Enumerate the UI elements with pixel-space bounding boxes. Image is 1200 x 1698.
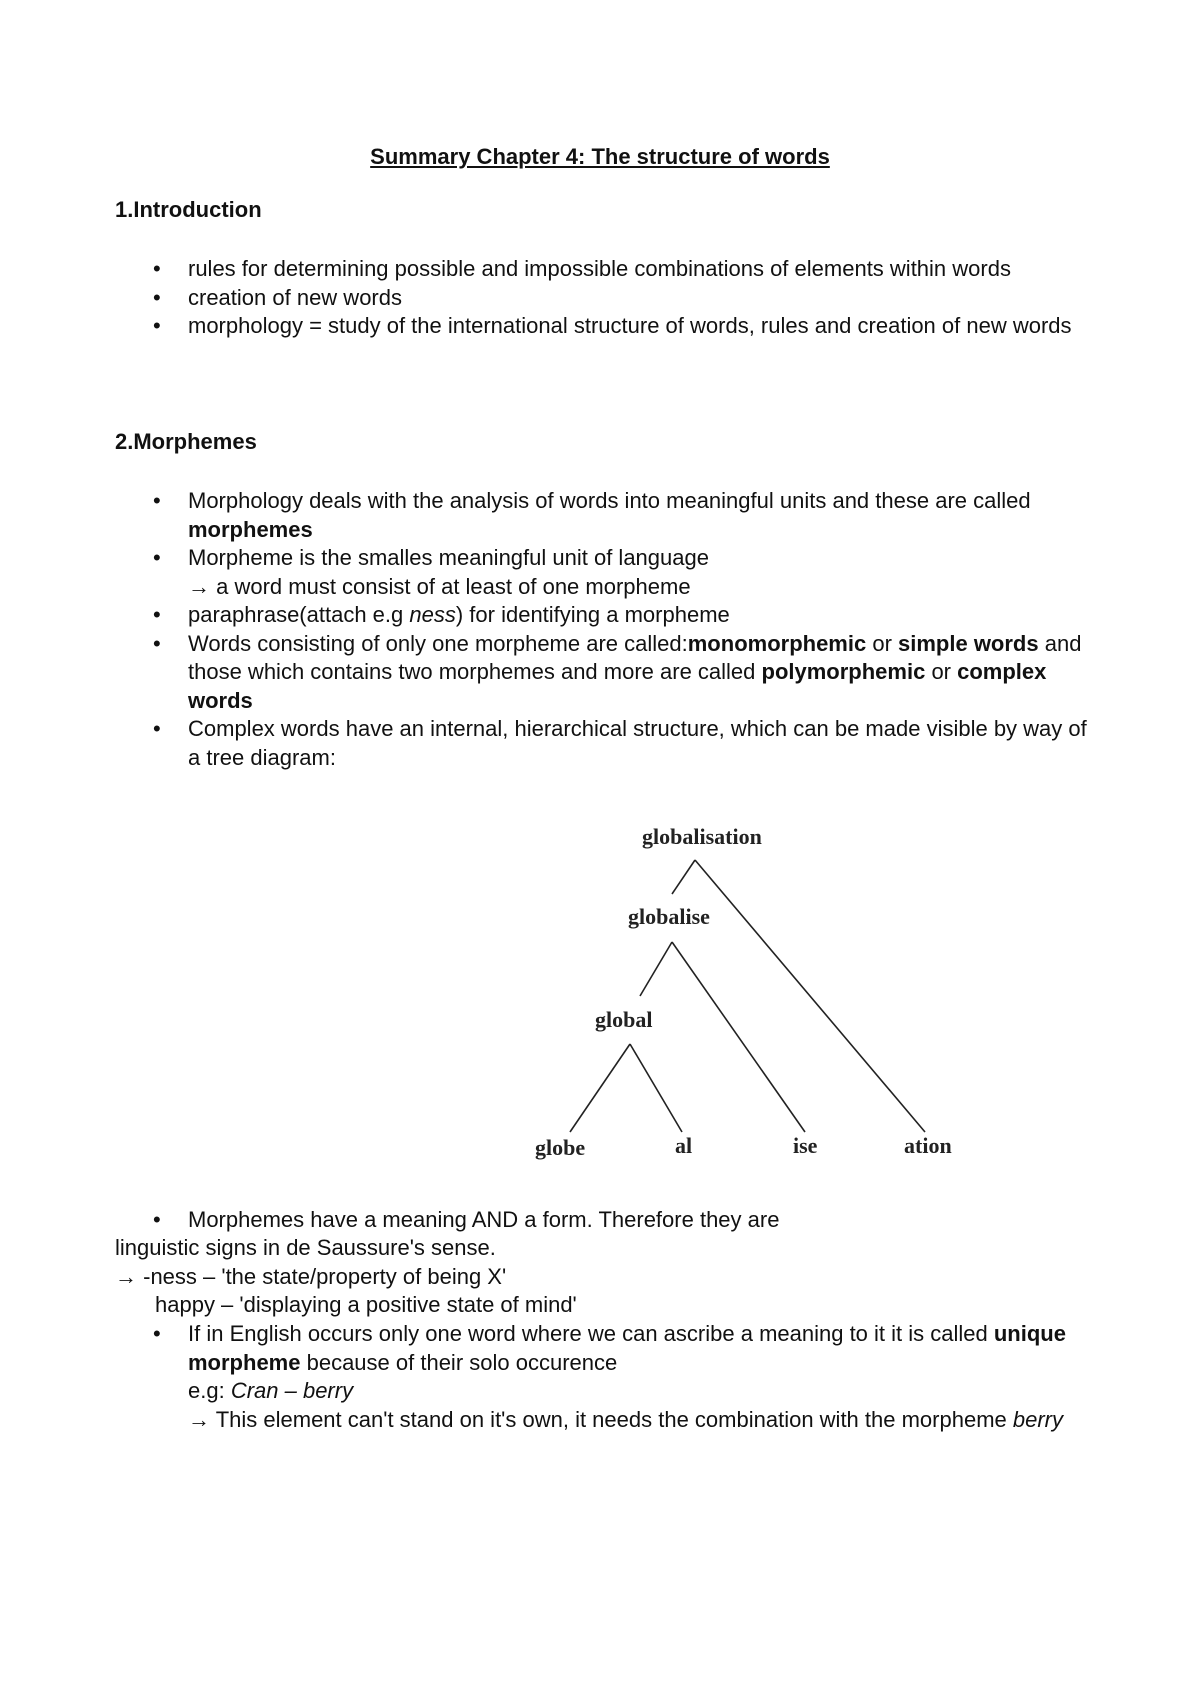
- bullet: •: [153, 630, 161, 656]
- list-item-text: ) for identifying a morpheme: [455, 602, 730, 627]
- introduction-list: [0, 255, 1098, 341]
- list-item: [0, 255, 1098, 284]
- list-item-text: → This element can't stand on it's own, it needs the combination with the morpheme: [188, 1406, 1013, 1432]
- list-item-text: or: [866, 630, 899, 656]
- list-item-text: Morpheme is the smalles meaningful unit of language: [188, 545, 709, 570]
- list-item: [0, 715, 1098, 772]
- morphology-tree-diagram: [520, 820, 980, 1180]
- list-item: [0, 284, 1098, 313]
- list-item: [0, 1320, 1098, 1434]
- bullet: •: [153, 1207, 161, 1232]
- tree-node-leaf-al: al: [675, 1133, 693, 1158]
- tree-node-root: globalisation: [642, 824, 762, 849]
- tree-edge: [672, 942, 805, 1132]
- list-item: [0, 312, 1098, 341]
- list-item-text: rules for determining possible and impossible combinations of elements within words: [188, 256, 1011, 281]
- list-item-text: e.g:: [188, 1378, 231, 1403]
- bullet: •: [153, 313, 161, 338]
- paragraph-line: happy – 'displaying a positive state of mind': [155, 1292, 577, 1317]
- list-item: [0, 630, 1098, 716]
- bullet: •: [153, 256, 161, 281]
- bullet: •: [153, 602, 161, 627]
- list-item-text: Complex words have an internal, hierarchical structure, which can be made visible by way of a tree diagram:: [188, 716, 1087, 770]
- list-item-text: Morphology deals with the analysis of words into meaningful units and these are called: [188, 488, 1031, 513]
- list-item-text: because of their solo occurence: [300, 1349, 618, 1375]
- list-item: [0, 601, 1098, 630]
- bold-term: simple words: [898, 630, 1039, 656]
- tree-node-level2: global: [595, 1007, 653, 1032]
- tree-node-leaf-globe: globe: [535, 1135, 586, 1160]
- unique-morpheme-list: [0, 1320, 1098, 1434]
- list-item-text: paraphrase(attach e.g: [188, 602, 410, 627]
- paragraph-line: linguistic signs in de Saussure's sense.: [115, 1235, 496, 1260]
- section-heading-morphemes: 2.Morphemes: [115, 429, 257, 454]
- list-item-text: creation of new words: [188, 284, 402, 310]
- list-item-text: If in English occurs only one word where we can ascribe a meaning to it it is called: [188, 1321, 994, 1346]
- bullet: •: [153, 488, 161, 513]
- list-item-text: or: [925, 659, 958, 684]
- bold-term: unique morpheme: [188, 1321, 1066, 1375]
- tree-edge: [672, 860, 695, 894]
- italic-term: Cran – berry: [230, 1378, 354, 1403]
- bold-term: polymorphemic: [761, 659, 926, 684]
- bold-term: monomorphemic: [687, 630, 867, 656]
- list-item-text: Words consisting of only one morpheme are called:: [188, 630, 688, 656]
- list-item-text: → a word must consist of at least of one morpheme: [188, 573, 691, 599]
- bullet: •: [153, 545, 161, 570]
- bullet: •: [153, 716, 161, 741]
- italic-term: ness: [409, 602, 456, 627]
- tree-node-leaf-ation: ation: [904, 1133, 952, 1158]
- list-item: [0, 544, 1098, 601]
- italic-term: berry: [1012, 1406, 1063, 1432]
- tree-edge: [630, 1044, 682, 1132]
- tree-edge: [695, 860, 925, 1132]
- paragraph-line: Morphemes have a meaning AND a form. Therefore they are: [188, 1207, 780, 1232]
- page-title: Summary Chapter 4: The structure of words: [370, 144, 830, 169]
- paragraph-line: → -ness – 'the state/property of being X': [115, 1264, 507, 1289]
- tree-edge: [640, 942, 672, 996]
- bold-term: morphemes: [188, 516, 313, 542]
- bullet: •: [153, 284, 161, 310]
- list-item-text: morphology = study of the international structure of words, rules and creation of new words: [188, 313, 1072, 338]
- tree-edge: [570, 1044, 630, 1132]
- section-heading-introduction: 1.Introduction: [115, 197, 262, 222]
- bold-term: complex words: [188, 659, 1047, 713]
- morphemes-list: [0, 487, 1098, 772]
- bullet: •: [153, 1321, 161, 1346]
- list-item-text: and those which contains two morphemes and more are called: [188, 630, 1082, 684]
- list-item: [0, 487, 1098, 544]
- tree-node-leaf-ise: ise: [793, 1133, 818, 1158]
- tree-node-level1: globalise: [628, 904, 710, 929]
